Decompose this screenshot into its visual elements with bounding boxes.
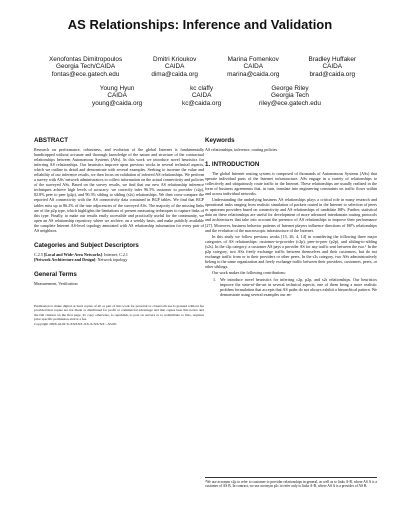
intro-paragraph: Understanding the underlying business AS relationships plays a critical role in many research and operational tasks ranging from realistic simulation of packets routed in the Internet to selection of peers or upstream providers based on connectivity and AS relationships of candidate ISPs. Further, statistical data on these relationships are useful for development of more advanced interdomain routing protocols and architectures that take into account the presence of AS relationships to improve their performance [27]. Moreover, business behavior patterns of Internet players influence directions of ISP's relationships and the evolution of the macroscopic infrastructure of the Internet. xyxy=(205,197,377,233)
general-terms-heading: General Terms xyxy=(34,270,77,278)
author-name: Young Hyun xyxy=(99,85,135,92)
author-block xyxy=(182,85,221,107)
categories-heading: Categories and Subject Descriptors xyxy=(34,241,139,249)
intro-paragraph: The global Internet routing system is composed of thousands of Autonomous Systems (ASs) that operate individual parts of the Internet infrastructure. ASs engage in a variety of relationships to collectively and ubiquitously route traffic in the Internet. These relationships are usually realized in the form of business agreements that, in turn, translate into engineering constraints on traffic flows within and across individual networks. xyxy=(205,171,377,197)
author-affiliation: Georgia Tech/CAIDA xyxy=(55,63,116,71)
keywords-heading: Keywords xyxy=(205,137,235,144)
author-block xyxy=(309,56,356,78)
author-block xyxy=(227,56,279,78)
author-block xyxy=(151,56,198,78)
author-affiliation: CAIDA xyxy=(191,92,212,100)
author-name: Dmitri Krioukov xyxy=(152,56,197,63)
general-terms-text: Measurement, Verification xyxy=(34,280,78,286)
left-column xyxy=(34,137,204,327)
categories-text xyxy=(34,252,204,262)
copyright-line: Copyright 200X ACM X-XXXXX-XX-X/XX/XX ...$5.00. xyxy=(34,322,117,327)
author-email: kc@caida.org xyxy=(182,99,222,107)
author-name: Xenofontas Dimitropoulos xyxy=(49,56,123,63)
category-label: [Network Architecture and Design] xyxy=(34,256,96,262)
intro-paragraph: In this study we follow previous works [15, 26, 4, 14] in considering the following three major categories of AS relationships: customer-to-provider (c2p), peer-to-peer (p2p), and sibling-to-sibling (s2s). In the c2p category, a customer AS pays a provider AS for any traffic sent between the two.¹ In the p2p category, two ASs freely exchange traffic between themselves and their customers, but do not exchange traffic from or to their providers or other peers. In the s2s category, two ASs administratively belong to the same organization and freely exchange traffic between their providers, customers, peers, or other siblings. xyxy=(205,233,377,269)
contribution-number: 1. xyxy=(213,276,217,282)
author-email: fontas@ece.gatech.edu xyxy=(51,70,120,78)
right-column xyxy=(205,137,377,297)
author-email: dima@caida.org xyxy=(151,70,198,78)
author-email: marina@caida.org xyxy=(227,70,280,78)
abstract-text: Research on performance, robustness, and evolution of the global Internet is fundamentally handicapped without accurate and thorough knowledge of the nature and structure of the contractual relationships between Autonomous Systems (ASs). In this work we introduce novel heuristics for inferring AS relationships. Our heuristics improve upon previous works in several technical aspects, which we outline in detail and demonstrate with several examples. Seeking to increase the value and reliability of our inference results, we then focus on validation of inferred AS relationships. We perform a survey with ASs' network administrators to collect information on the actual connectivity and policies of the surveyed ASs. Based on the survey results, we find that our new AS relationship inference techniques achieve high levels of accuracy: we correctly infer 96.5% customer to provider (c2p), 82.8% peer to peer (p2p), and 90.3% sibling to sibling (s2s) relationships. We then cross-compare the reported AS connectivity with the AS connectivity data contained in BGP tables. We find that BGP tables miss up to 86.2% of the true adjacencies of the surveyed ASs. The majority of the missing links are of the p2p type, which highlights the limitations of present measuring techniques to capture links of this type. Finally, to make our results easily accessible and practically useful for the community, we open an AS relationship repository where we archive, on a weekly basis, and make publicly available the complete Internet AS-level topology annotated with AS relationship information for every pair of AS neighbors. xyxy=(34,147,205,233)
paper-title: AS Relationships: Inference and Validation xyxy=(67,17,333,32)
keywords-text: AS relationships, inference, routing policies xyxy=(205,147,278,152)
author-email: young@caida.org xyxy=(92,99,143,107)
category-rest: : Internet; C.2.1 xyxy=(102,251,128,257)
author-name: kc claffy xyxy=(190,85,214,92)
category-code: C.2.5 xyxy=(34,251,43,257)
author-affiliation: CAIDA xyxy=(107,92,127,100)
author-email: riley@ece.gatech.edu xyxy=(259,99,321,107)
copyright-notice xyxy=(34,304,204,326)
author-affiliation: CAIDA xyxy=(164,63,185,71)
contribution-text: We introduce novel heuristics for inferring c2p, p2p, and s2s relationships. Our heuristics improve the state-of-the-art in several technical aspects, one of them being a more realistic problem formulation that accepts that AS paths do not always exhibit a hierarchical pattern. We demonstrate using several examples our en- xyxy=(220,276,377,298)
author-affiliation: Georgia Tech xyxy=(271,92,309,100)
author-block xyxy=(92,85,142,107)
copyright-text: Permission to make digital or hard copies of all or part of this work for personal or classroom use is granted without fee provided that copies are not made or distributed for profit or commercial advantage and that copies bear this notice and the full citation on the first page. To copy otherwise, to republish, to post on servers or to redistribute to lists, requires prior specific permission and/or a fee. xyxy=(34,303,204,321)
abstract-heading: ABSTRACT xyxy=(34,137,69,144)
category-label: [Local and Wide-Area Networks] xyxy=(43,251,103,257)
category-rest: : Network topology xyxy=(95,256,128,262)
introduction-heading: 1. INTRODUCTION xyxy=(205,161,260,169)
author-block xyxy=(259,85,321,107)
author-affiliation: CAIDA xyxy=(322,63,343,71)
author-name: Bradley Huffaker xyxy=(308,56,356,63)
contribution-item xyxy=(213,277,377,297)
author-row-1 xyxy=(0,56,400,78)
author-affiliation: CAIDA xyxy=(243,63,263,71)
author-email: brad@caida.org xyxy=(309,70,356,78)
intro-paragraph: Our work makes the following contributions: xyxy=(212,269,287,275)
author-block xyxy=(49,56,122,78)
author-name: George Riley xyxy=(271,85,309,92)
author-name: Marina Fomenkov xyxy=(227,56,279,63)
footnote: ¹We use acronym c2p to refer to customer to provider relationships in general, as well as to links A-B, where AS A is a customer of AS B. In contrast, we use acronym p2c to refer only to links A-B, where AS A is a provider of AS B. xyxy=(205,477,377,489)
